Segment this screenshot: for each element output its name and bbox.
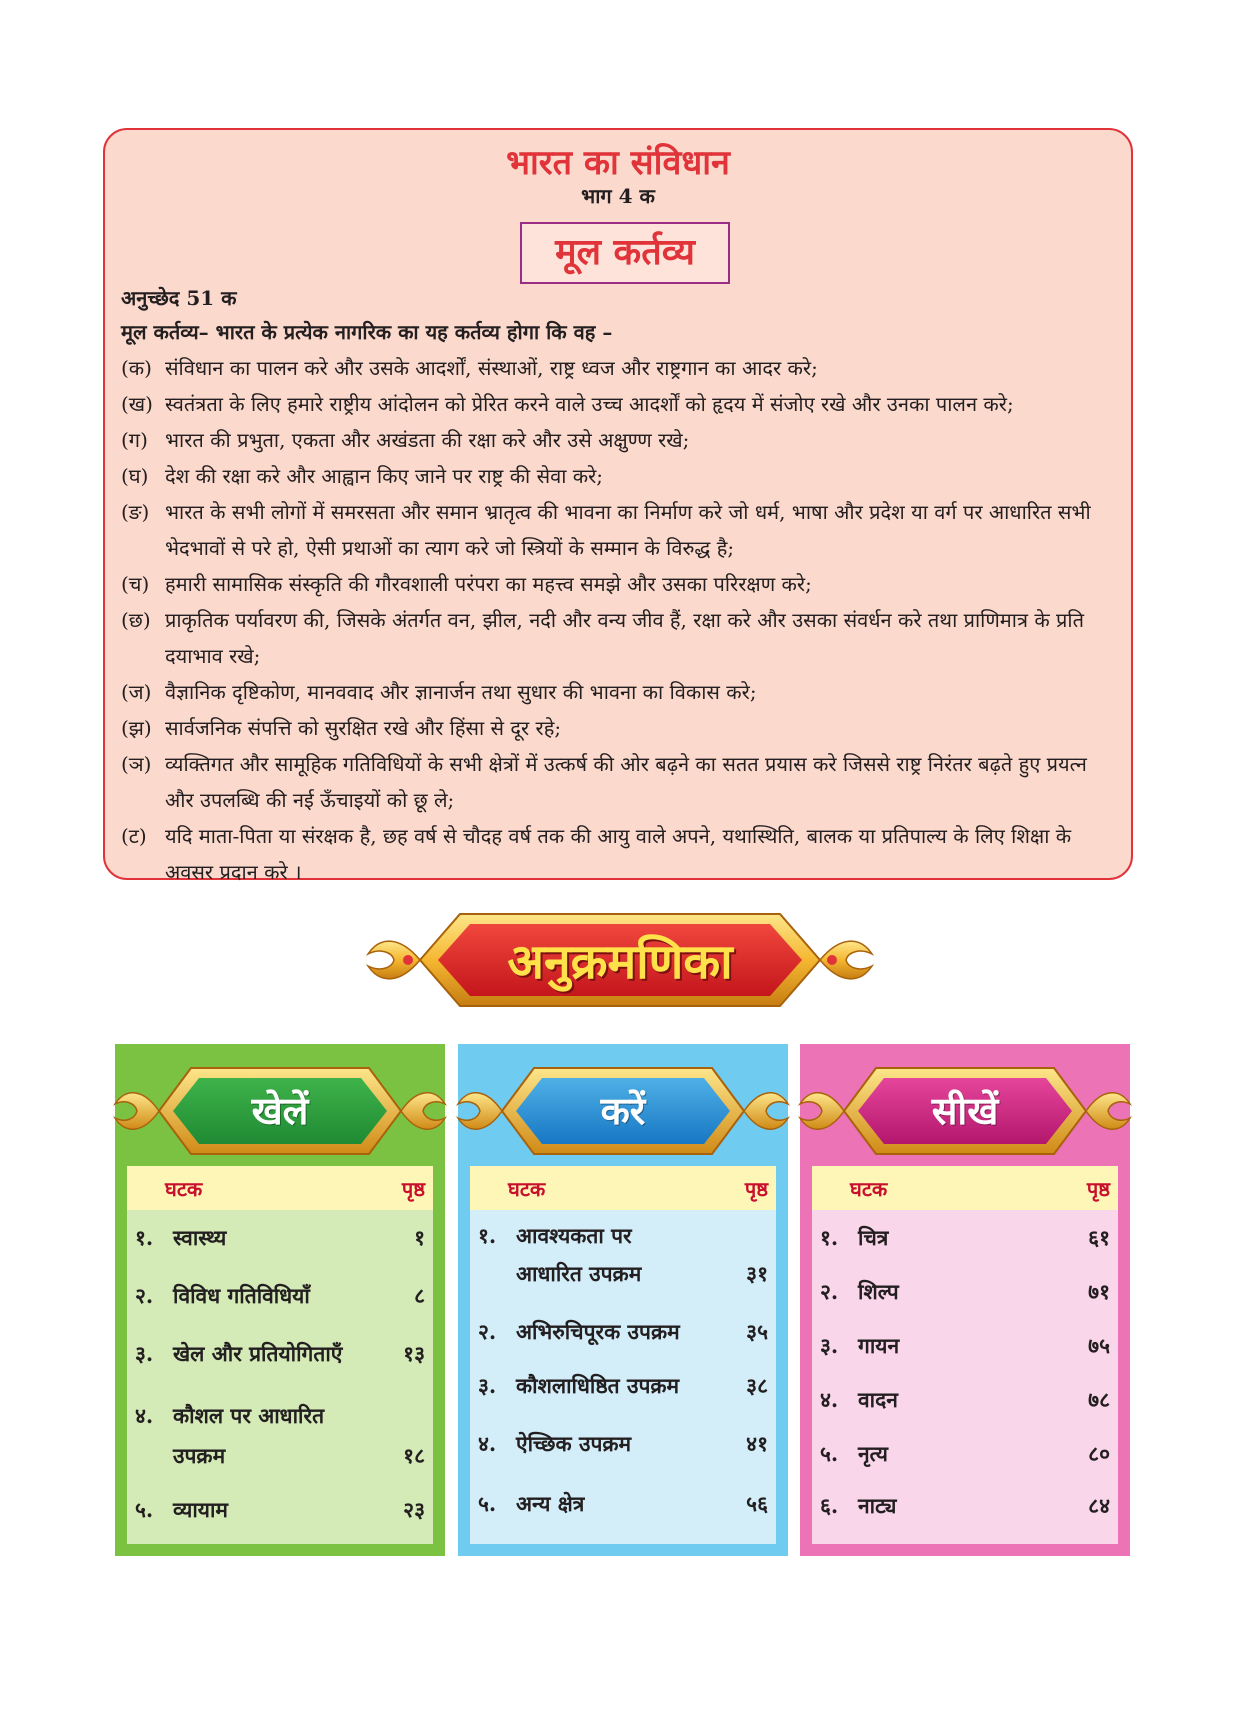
toc-header-unit: घटक — [165, 1176, 203, 1201]
toc-label: अन्य क्षेत्र — [516, 1491, 585, 1516]
toc-label: आधारित उपक्रम — [516, 1261, 642, 1286]
duty-text: देश की रक्षा करे और आह्वान किए जाने पर राष्ट्र की सेवा करे; — [165, 464, 604, 488]
duty-item — [121, 350, 1111, 386]
toc-header — [127, 1166, 433, 1210]
toc-page: ८४ — [1088, 1493, 1110, 1518]
index-banner — [360, 906, 880, 1014]
toc-row[interactable] — [820, 1224, 1110, 1252]
duty-item — [121, 458, 1111, 494]
column-title: सीखें — [931, 1088, 999, 1133]
toc-row[interactable] — [478, 1222, 768, 1250]
duty-text: यदि माता-पिता या संरक्षक है, छह वर्ष से चौदह वर्ष तक की आयु वाले अपने, यथास्थिति, बालक या प्रतिपाल्य के लिए शिक्षा के अवसर प्रदान करे । — [165, 824, 1072, 884]
duty-item — [121, 422, 1111, 458]
duty-text: संविधान का पालन करे और उसके आदर्शों, संस्थाओं, राष्ट्र ध्वज और राष्ट्रगान का आदर करे; — [165, 356, 818, 380]
toc-number: ६. — [820, 1493, 839, 1518]
toc-label: आवश्यकता पर — [516, 1223, 632, 1248]
toc-page: ८ — [414, 1283, 425, 1308]
toc-row[interactable] — [820, 1440, 1110, 1468]
toc-page: ४१ — [746, 1431, 768, 1456]
toc-label: कौशलाधिष्ठित उपक्रम — [516, 1373, 680, 1398]
duty-item — [121, 818, 1111, 890]
toc-number: १. — [478, 1223, 497, 1248]
duty-item — [121, 494, 1111, 566]
constitution-part: भाग 4 क — [581, 184, 655, 208]
toc-table — [127, 1166, 433, 1544]
toc-row[interactable] — [135, 1340, 425, 1368]
duty-marker: (च) — [121, 572, 150, 596]
duty-marker: (घ) — [121, 464, 149, 488]
toc-page: ६१ — [1088, 1225, 1110, 1250]
toc-number: ३. — [478, 1373, 497, 1398]
toc-number: ४. — [478, 1431, 497, 1456]
toc-page: १३ — [403, 1341, 425, 1366]
toc-label: ऐच्छिक उपक्रम — [516, 1431, 632, 1456]
toc-number: १. — [135, 1225, 154, 1250]
toc-header-unit: घटक — [850, 1176, 888, 1201]
toc-number: ३. — [820, 1333, 839, 1358]
duty-text: भारत की प्रभुता, एकता और अखंडता की रक्षा करे और उसे अक्षुण्ण रखे; — [165, 428, 690, 452]
toc-page: १ — [414, 1225, 425, 1250]
toc-row[interactable] — [820, 1492, 1110, 1520]
toc-header-page: पृष्ठ — [401, 1176, 425, 1201]
toc-row-continued[interactable] — [135, 1442, 425, 1470]
duty-item — [121, 566, 1111, 602]
column-play — [115, 1044, 445, 1556]
toc-label: उपक्रम — [173, 1443, 226, 1468]
duty-text: स्वतंत्रता के लिए हमारे राष्ट्रीय आंदोलन को प्रेरित करने वाले उच्च आदर्शों को हृदय में संजोए रखे और उनका पालन करे; — [165, 392, 1014, 416]
toc-label: विविध गतिविधियाँ — [173, 1283, 310, 1308]
constitution-box — [103, 128, 1133, 884]
toc-label: खेल और प्रतियोगिताएँ — [173, 1341, 343, 1366]
constitution-title: भारत का संविधान — [506, 143, 730, 183]
toc-label: गायन — [858, 1333, 900, 1358]
toc-row[interactable] — [478, 1490, 768, 1518]
toc-number: ३. — [135, 1341, 154, 1366]
toc-row[interactable] — [820, 1278, 1110, 1306]
toc-table — [470, 1166, 776, 1544]
toc-page: ५६ — [746, 1491, 768, 1516]
duty-marker: (ङ) — [121, 500, 150, 524]
toc-number: ५. — [135, 1497, 154, 1522]
toc-header — [470, 1166, 776, 1210]
toc-page: २३ — [403, 1497, 425, 1522]
fundamental-duties-heading: मूल कर्तव्य — [520, 222, 730, 284]
toc-header-page: पृष्ठ — [1086, 1176, 1110, 1201]
duty-text: व्यक्तिगत और सामूहिक गतिविधियों के सभी क्षेत्रों में उत्कर्ष की ओर बढ़ने का सतत प्रयास करे जिससे राष्ट्र निरंतर बढ़ते हुए प्रयत्न और उपलब्धि की नई ऊँचाइयों को छू ले; — [165, 752, 1087, 812]
toc-number: ४. — [135, 1403, 154, 1428]
toc-label: अभिरुचिपूरक उपक्रम — [516, 1319, 680, 1344]
duty-marker: (ज) — [121, 680, 152, 704]
duty-marker: (ग) — [121, 428, 148, 452]
duty-text: वैज्ञानिक दृष्टिकोण, मानववाद और ज्ञानार्जन तथा सुधार की भावना का विकास करे; — [165, 680, 757, 704]
toc-row[interactable] — [135, 1282, 425, 1310]
toc-label: स्वास्थ्य — [173, 1225, 227, 1250]
toc-row[interactable] — [820, 1332, 1110, 1360]
column-learn — [800, 1044, 1130, 1556]
toc-row[interactable] — [135, 1224, 425, 1252]
duty-marker: (क) — [121, 356, 152, 380]
toc-row[interactable] — [135, 1496, 425, 1524]
column-banner — [109, 1058, 451, 1164]
duty-list — [121, 350, 1111, 890]
toc-label: नृत्य — [858, 1441, 888, 1466]
toc-page: ७१ — [1088, 1279, 1110, 1304]
toc-row[interactable] — [135, 1402, 425, 1430]
toc-header — [812, 1166, 1118, 1210]
toc-number: ५. — [478, 1491, 497, 1516]
toc-page: ३५ — [746, 1319, 768, 1344]
toc-row[interactable] — [478, 1372, 768, 1400]
toc-header-page: पृष्ठ — [744, 1176, 768, 1201]
duty-text: प्राकृतिक पर्यावरण की, जिसके अंतर्गत वन, झील, नदी और वन्य जीव हैं, रक्षा करे और उसका संवर्धन करे तथा प्राणिमात्र के प्रति दयाभाव रखे; — [165, 608, 1085, 668]
toc-number: ४. — [820, 1387, 839, 1412]
toc-page: ७८ — [1088, 1387, 1110, 1412]
toc-table — [812, 1166, 1118, 1544]
duty-marker: (ञ) — [121, 752, 152, 776]
duty-text: हमारी सामासिक संस्कृति की गौरवशाली परंपरा का महत्त्व समझे और उसका परिरक्षण करे; — [165, 572, 812, 596]
duty-item — [121, 386, 1111, 422]
toc-label: शिल्प — [858, 1279, 899, 1304]
toc-label: कौशल पर आधारित — [173, 1403, 325, 1428]
column-title: खेलें — [251, 1088, 309, 1133]
toc-row-continued[interactable] — [478, 1260, 768, 1288]
column-banner — [794, 1058, 1136, 1164]
index-title: अनुक्रमणिका — [507, 934, 733, 990]
toc-number: १. — [820, 1225, 839, 1250]
toc-page: १८ — [403, 1443, 425, 1468]
duty-item — [121, 710, 1111, 746]
toc-number: २. — [478, 1319, 497, 1344]
column-title: करें — [600, 1088, 646, 1133]
toc-label: नाट्य — [858, 1493, 897, 1518]
toc-row[interactable] — [478, 1430, 768, 1458]
toc-page: ७५ — [1088, 1333, 1110, 1358]
duty-marker: (झ) — [121, 716, 152, 740]
duty-marker: (ट) — [121, 824, 147, 848]
duty-item — [121, 602, 1111, 674]
toc-label: वादन — [858, 1387, 898, 1412]
column-banner — [452, 1058, 794, 1164]
toc-number: २. — [135, 1283, 154, 1308]
column-do — [458, 1044, 788, 1556]
duty-text: भारत के सभी लोगों में समरसता और समान भ्रातृत्व की भावना का निर्माण करे जो धर्म, भाषा और प्रदेश या वर्ग पर आधारित सभी भेदभावों से परे हो, ऐसी प्रथाओं का त्याग करे जो स्त्रियों के सम्मान के विरुद्ध है; — [165, 500, 1091, 560]
toc-label: चित्र — [858, 1225, 889, 1250]
duties-intro: मूल कर्तव्य– भारत के प्रत्येक नागरिक का यह कर्तव्य होगा कि वह – — [121, 320, 613, 344]
toc-row[interactable] — [820, 1386, 1110, 1414]
duty-text: सार्वजनिक संपत्ति को सुरक्षित रखे और हिंसा से दूर रहे; — [165, 716, 562, 740]
article-number: अनुच्छेद 51 क — [121, 286, 237, 310]
toc-row[interactable] — [478, 1318, 768, 1346]
duty-marker: (ख) — [121, 392, 153, 416]
toc-page: ३८ — [746, 1373, 768, 1398]
toc-page: ३१ — [746, 1261, 768, 1286]
toc-page: ८० — [1088, 1441, 1110, 1466]
toc-number: ५. — [820, 1441, 839, 1466]
duty-marker: (छ) — [121, 608, 151, 632]
toc-label: व्यायाम — [173, 1497, 228, 1522]
toc-header-unit: घटक — [508, 1176, 546, 1201]
duty-item — [121, 746, 1111, 818]
toc-number: २. — [820, 1279, 839, 1304]
duty-item — [121, 674, 1111, 710]
